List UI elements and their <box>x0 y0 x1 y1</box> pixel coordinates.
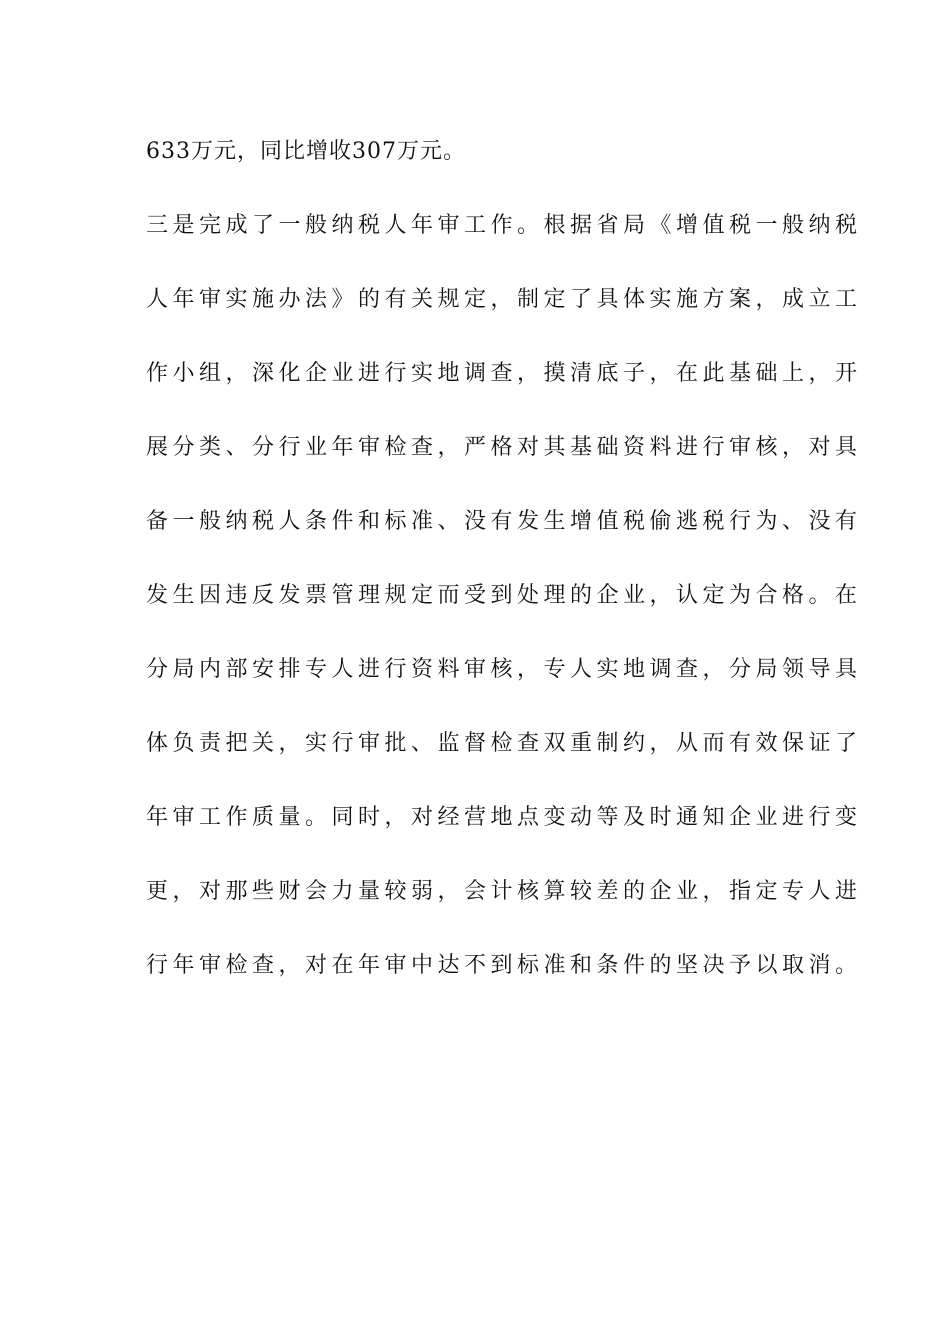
text-line: 行年审检查，对在年审中达不到标准和条件的坚决予以取消。 <box>146 953 862 978</box>
text-line: 作小组，深化企业进行实地调查，摸清底子，在此基础上，开 <box>146 361 862 386</box>
text-line: 体负责把关，实行审批、监督检查双重制约，从而有效保证了 <box>146 731 862 756</box>
body-text <box>146 132 862 1020</box>
text-line: 633万元，同比增收307万元。 <box>146 139 466 164</box>
text-line: 人年审实施办法》的有关规定，制定了具体实施方案，成立工 <box>146 287 862 312</box>
text-line: 备一般纳税人条件和标准、没有发生增值税偷逃税行为、没有 <box>146 509 862 534</box>
text-line: 发生因违反发票管理规定而受到处理的企业，认定为合格。在 <box>146 583 862 608</box>
text-line: 更，对那些财会力量较弱，会计核算较差的企业，指定专人进 <box>146 879 862 904</box>
text-line: 年审工作质量。同时，对经营地点变动等及时通知企业进行变 <box>146 805 862 830</box>
text-line: 分局内部安排专人进行资料审核，专人实地调查，分局领导具 <box>146 657 862 682</box>
text-line: 展分类、分行业年审检查，严格对其基础资料进行审核，对具 <box>146 435 862 460</box>
text-line: 三是完成了一般纳税人年审工作。根据省局《增值税一般纳税 <box>146 213 862 238</box>
